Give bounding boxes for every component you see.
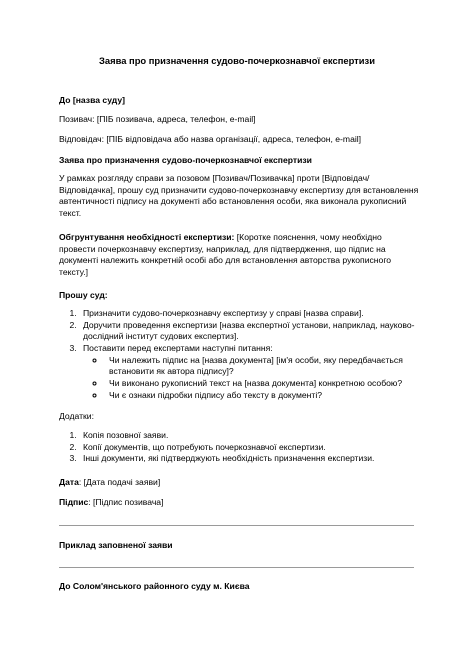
request-list — [59, 308, 419, 402]
date-value: : [Дата подачі заяви] — [78, 477, 161, 487]
request-item-text: Поставити перед експертами наступні питання: — [83, 343, 273, 354]
attachment-item: 2. Копії документів, що потребують почеркознавчої експертизи. — [79, 442, 419, 454]
attachment-item: 3. Інші документи, які підтверджують необхідність призначення експертизи. — [79, 453, 419, 465]
justification-text: [Коротке пояснення, чому необхідно провести почеркознавчу експертизу, наприклад, для підтвердження, що підпис на документі належить конкретній особі або для встановлення авторства рукописного тексту.] — [59, 232, 392, 278]
section-heading: Заява про призначення судово-почеркознавчої експертизи — [59, 155, 312, 165]
request-heading: Прошу суд: — [59, 290, 108, 300]
request-item: 1. Призначити судово-почеркознавчу експертизу у справі [назва справи]. — [79, 308, 419, 320]
date-line — [59, 477, 419, 489]
signature-value: : [Підпис позивача] — [88, 497, 164, 507]
request-item: 2. Доручити проведення експертизи [назва експертної установи, наприклад, науково-дослідний інститут судових експертиз]. — [79, 320, 419, 343]
attachment-item: 1. Копія позовної заяви. — [79, 430, 419, 442]
question-item: ◦ Чи є ознаки підробки підпису або тексту в документі? — [105, 390, 419, 402]
court-addressee: До [назва суду] — [59, 95, 125, 105]
divider — [59, 567, 414, 568]
justification-label: Обгрунтування необхідності експертизи: — [59, 232, 235, 242]
intro-paragraph: У рамках розгляду справи за позовом [Позивач/Позивачка] проти [Відповідач/Відповідачка], прошу суд призначити судово-почеркознавчу експертизу для встановлення автентичності підпису на документі або встановлення особи, яка виконала рукописний текст. — [59, 173, 419, 219]
question-item: ◦ Чи належить підпис на [назва документа] [ім'я особи, яку передбачається встановити як автора підпису]? — [105, 355, 419, 378]
signature-line — [59, 497, 419, 509]
request-item — [79, 343, 419, 401]
example-heading: Приклад заповненої заяви — [59, 540, 173, 550]
document-title: Заява про призначення судово-почеркознавчої експертизи — [99, 55, 375, 66]
attachments-heading: Додатки: — [59, 411, 94, 421]
question-item: ◦ Чи виконано рукописний текст на [назва документа] конкретною особою? — [105, 378, 419, 390]
date-label: Дата — [59, 477, 79, 487]
signature-label: Підпис — [59, 497, 89, 507]
justification-paragraph — [59, 232, 419, 279]
questions-list — [83, 355, 419, 402]
example-court: До Солом'янського районного суду м. Києва — [59, 581, 250, 591]
divider — [59, 525, 414, 526]
attachments-list — [59, 430, 419, 465]
defendant-line: Відповідач: [ПІБ відповідача або назва організації, адреса, телефон, e-mail] — [59, 134, 362, 144]
plaintiff-line: Позивач: [ПІБ позивача, адреса, телефон, e-mail] — [59, 114, 256, 124]
